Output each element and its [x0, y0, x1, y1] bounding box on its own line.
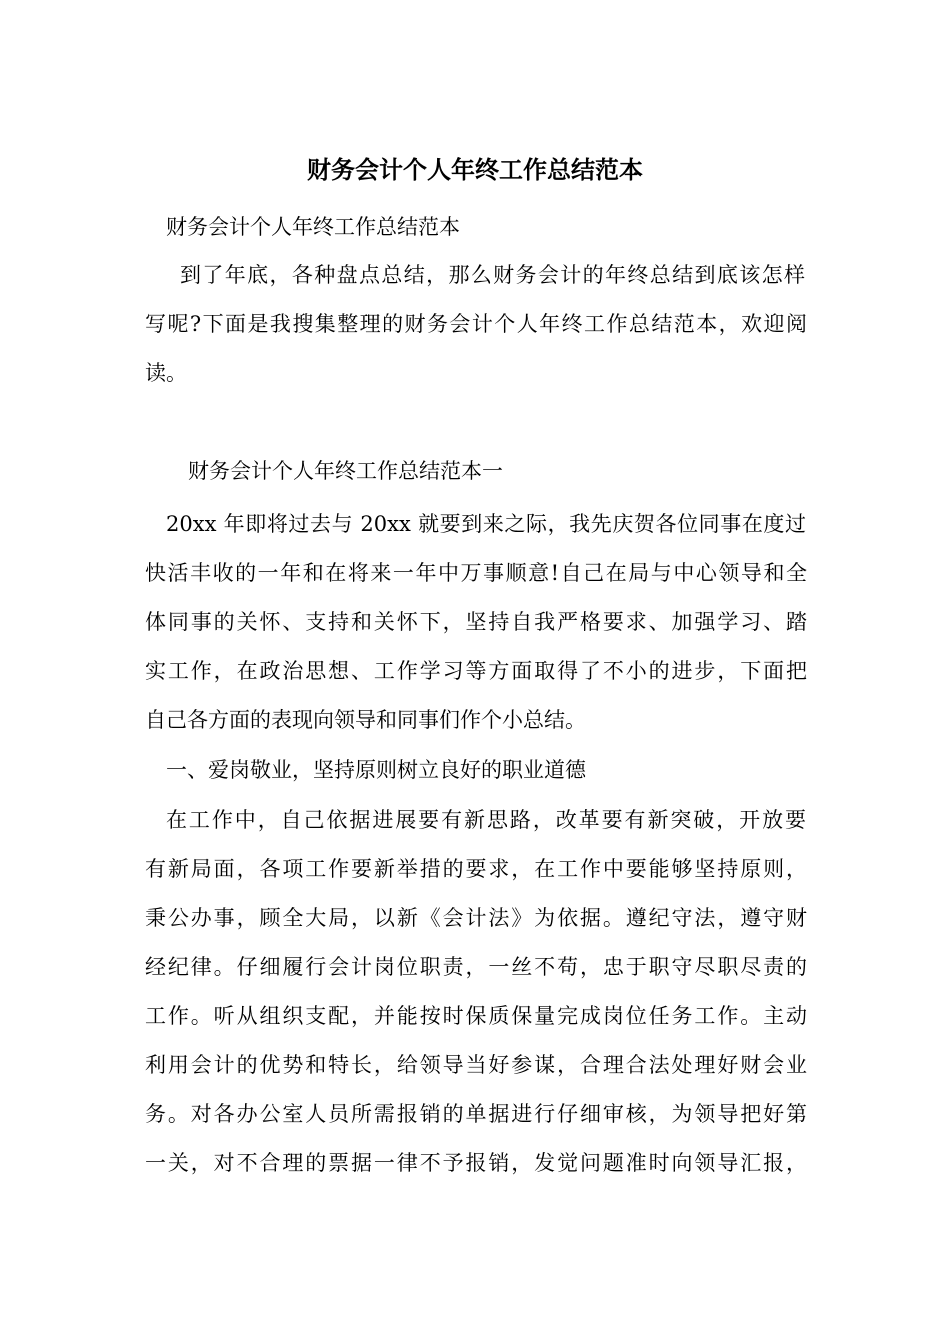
paragraph-line: 到了年底，各种盘点总结，那么财务会计的年终总结到底该怎样 [180, 263, 805, 287]
paragraph-line: 财务会计个人年终工作总结范本 [166, 215, 460, 239]
section-heading: 一、爱岗敬业，坚持原则树立良好的职业道德 [166, 758, 586, 782]
paragraph-line: 有新局面，各项工作要新举措的要求，在工作中要能够坚持原则， [145, 857, 807, 881]
paragraph-line: 实工作，在政治思想、工作学习等方面取得了不小的进步，下面把 [145, 659, 807, 683]
paragraph-line: 工作。听从组织支配，并能按时保质保量完成岗位任务工作。主动 [145, 1004, 807, 1028]
paragraph-line: 快活丰收的一年和在将来一年中万事顺意!自己在局与中心领导和全 [145, 561, 807, 585]
document-title: 财务会计个人年终工作总结范本 [307, 155, 643, 184]
paragraph-line: 在工作中，自己依据进展要有新思路，改革要有新突破，开放要 [166, 808, 806, 832]
paragraph-line: 秉公办事，顾全大局，以新《会计法》为依据。遵纪守法，遵守财 [145, 906, 807, 930]
paragraph-line: 体同事的关怀、支持和关怀下，坚持自我严格要求、加强学习、踏 [145, 610, 807, 634]
paragraph-line: 20xx 年即将过去与 20xx 就要到来之际，我先庆贺各位同事在度过 [166, 512, 806, 536]
paragraph-line: 自己各方面的表现向领导和同事们作个小总结。 [145, 708, 586, 732]
paragraph-line: 利用会计的优势和特长，给领导当好参谋，合理合法处理好财会业 [145, 1053, 807, 1077]
section-heading: 财务会计个人年终工作总结范本一 [188, 459, 503, 483]
paragraph-line: 一关，对不合理的票据一律不予报销，发觉问题准时向领导汇报， [145, 1151, 807, 1175]
paragraph-line: 读。 [145, 361, 187, 385]
paragraph-line: 写呢?下面是我搜集整理的财务会计个人年终工作总结范本，欢迎阅 [145, 312, 807, 336]
paragraph-line: 经纪律。仔细履行会计岗位职责，一丝不苟，忠于职守尽职尽责的 [145, 955, 807, 979]
paragraph-line: 务。对各办公室人员所需报销的单据进行仔细审核，为领导把好第 [145, 1102, 807, 1126]
